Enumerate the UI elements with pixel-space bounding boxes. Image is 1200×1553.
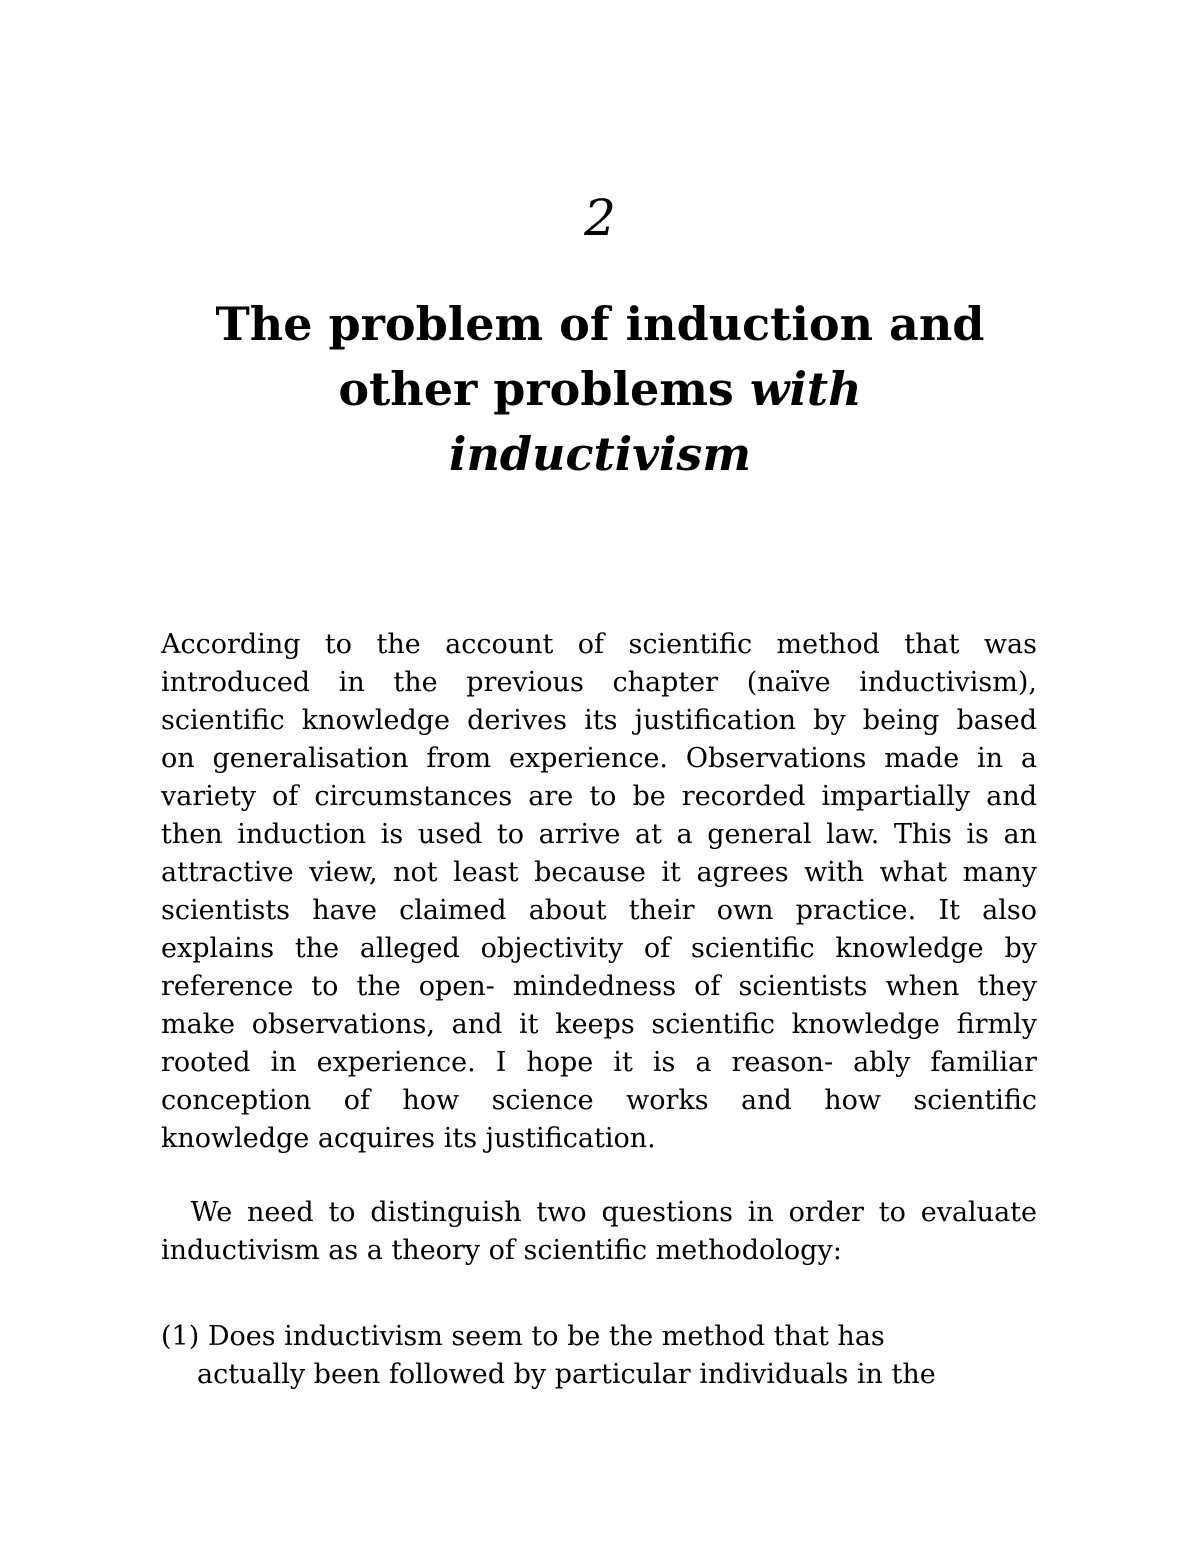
paragraph-line: rooted in experience. I hope it is a reason- ably familiar [161,1047,1037,1078]
paragraph-2 [161,1194,1037,1270]
paragraph-line: then induction is used to arrive at a general law. This is an [161,819,1037,850]
paragraph-line: scientific knowledge derives its justification by being based [161,705,1037,736]
paragraph-1 [161,626,1037,1158]
chapter-title-line-2 [160,357,1040,422]
list-item-line: actually been followed by particular individuals in the [197,1359,936,1390]
paragraph-line: conception of how science works and how scientific [161,1085,1037,1116]
paragraph-line: knowledge acquires its justification. [161,1123,656,1154]
paragraph-line: attractive view, not least because it agrees with what many [161,857,1037,888]
numbered-list-item-1 [161,1318,1037,1394]
paragraph-line: on generalisation from experience. Observations made in a [161,743,1037,774]
chapter-number: 2 [584,189,616,247]
paragraph-line: make observations, and it keeps scientific knowledge firmly [161,1009,1037,1040]
chapter-title-line-1: The problem of induction and [215,297,985,351]
paragraph-line: explains the alleged objectivity of scientific knowledge by [161,933,1037,964]
chapter-title-line-3 [160,422,1040,487]
paragraph-line: variety of circumstances are to be recorded impartially and [161,781,1037,812]
chapter-title-line-3-italic: inductivism [448,427,752,481]
paragraph-line: inductivism as a theory of scientific methodology: [161,1235,842,1266]
paragraph-line: According to the account of scientific method that was [161,629,1037,660]
paragraph-line: scientists have claimed about their own practice. It also [161,895,1037,926]
paragraph-line: introduced in the previous chapter (naïve inductivism), [161,667,1037,698]
paragraph-line: We need to distinguish two questions in order to evaluate [161,1197,1037,1228]
list-item-line: (1) Does inductivism seem to be the method that has [161,1321,885,1352]
chapter-title-line-2-italic: with [749,362,862,416]
chapter-title [160,292,1040,487]
chapter-title-line-2-bold: other problems [338,362,750,416]
paragraph-line: reference to the open- mindedness of scientists when they [161,971,1037,1002]
